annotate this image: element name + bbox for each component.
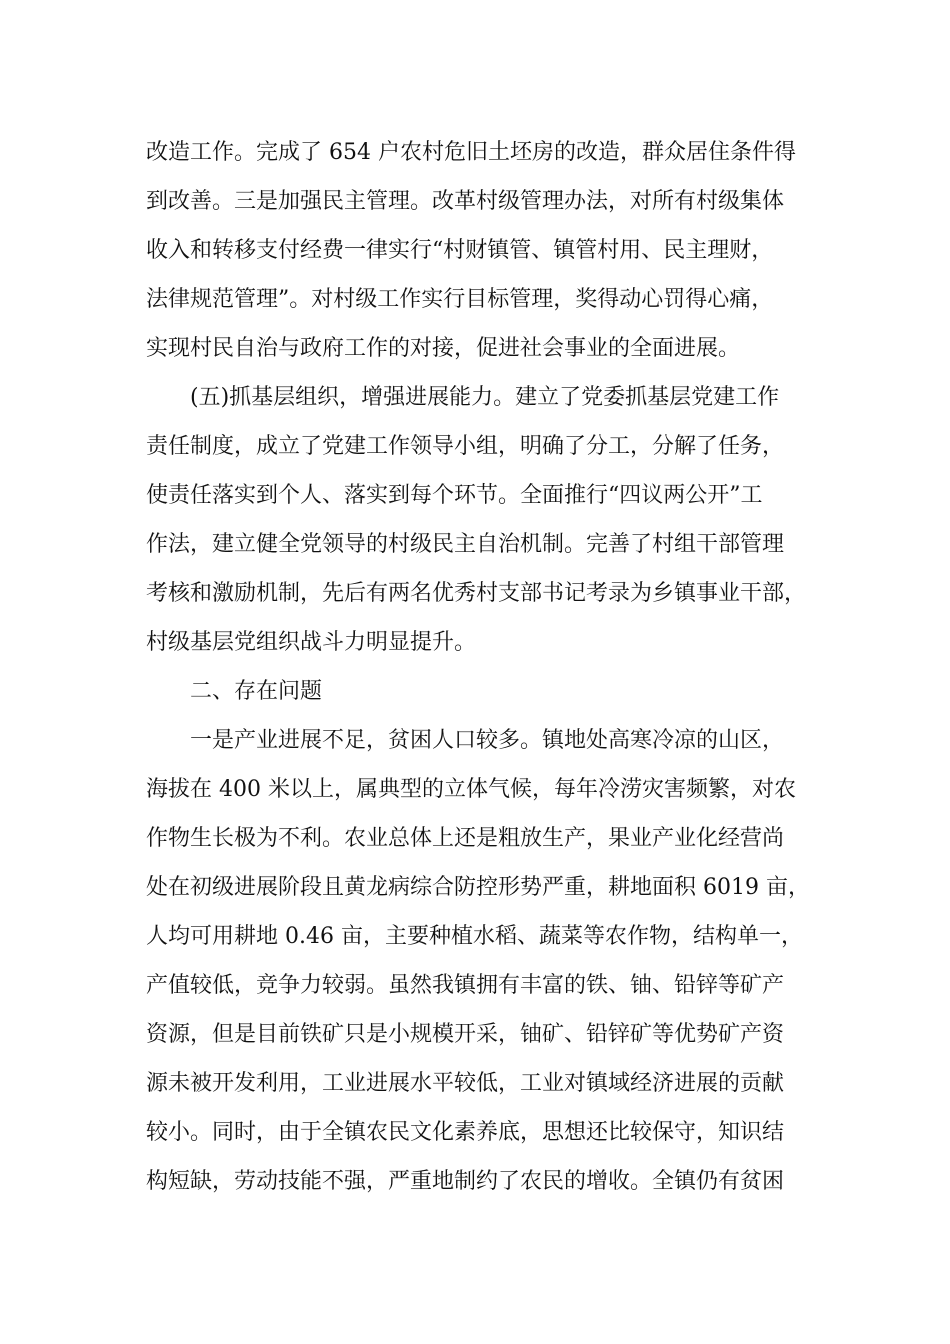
text-line: 考核和激励机制，先后有两名优秀村支部书记考录为乡镇事业干部， <box>146 581 807 606</box>
paragraph-heading-line: (五)抓基层组织，增强进展能力。建立了党委抓基层党建工作 <box>190 385 780 410</box>
text-line: 村级基层党组织战斗力明显提升。 <box>146 630 477 655</box>
text-line: 处在初级进展阶段且黄龙病综合防控形势严重，耕地面积 6019 亩， <box>146 875 810 900</box>
text-line: 改造工作。完成了 654 户农村危旧土坯房的改造，群众居住条件得 <box>146 140 796 165</box>
text-line: 责任制度，成立了党建工作领导小组，明确了分工，分解了任务， <box>146 434 785 459</box>
text-line: 法律规范管理”。对村级工作实行目标管理，奖得动心罚得心痛， <box>146 287 774 312</box>
text-line: 产值较低，竞争力较弱。虽然我镇拥有丰富的铁、铀、铅锌等矿产 <box>146 973 785 998</box>
text-line: 较小。同时，由于全镇农民文化素养底，思想还比较保守，知识结 <box>146 1120 785 1145</box>
text-line: 实现村民自治与政府工作的对接，促进社会事业的全面进展。 <box>146 336 741 361</box>
text-line: 收入和转移支付经费一律实行“村财镇管、镇管村用、民主理财， <box>146 238 774 263</box>
text-line: 资源，但是目前铁矿只是小规模开采，铀矿、铅锌矿等优势矿产资 <box>146 1022 785 1047</box>
text-line: 人均可用耕地 0.46 亩，主要种植水稻、蔬菜等农作物，结构单一， <box>146 924 803 949</box>
paragraph-heading-line: 一是产业进展不足，贫困人口较多。镇地处高寒冷凉的山区， <box>190 728 785 753</box>
text-line: 海拔在 400 米以上，属典型的立体气候，每年冷涝灾害频繁，对农 <box>146 777 796 802</box>
document-body <box>146 128 826 1206</box>
text-line: 源未被开发利用，工业进展水平较低，工业对镇域经济进展的贡献 <box>146 1071 785 1096</box>
section-heading: 二、存在问题 <box>190 679 323 704</box>
text-line: 构短缺，劳动技能不强，严重地制约了农民的增收。全镇仍有贫困 <box>146 1169 785 1194</box>
text-line: 作物生长极为不利。农业总体上还是粗放生产，果业产业化经营尚 <box>146 826 785 851</box>
text-line: 到改善。三是加强民主管理。改革村级管理办法，对所有村级集体 <box>146 189 785 214</box>
text-line: 使责任落实到个人、落实到每个环节。全面推行“四议两公开”工 <box>146 483 763 508</box>
text-line: 作法，建立健全党领导的村级民主自治机制。完善了村组干部管理 <box>146 532 785 557</box>
